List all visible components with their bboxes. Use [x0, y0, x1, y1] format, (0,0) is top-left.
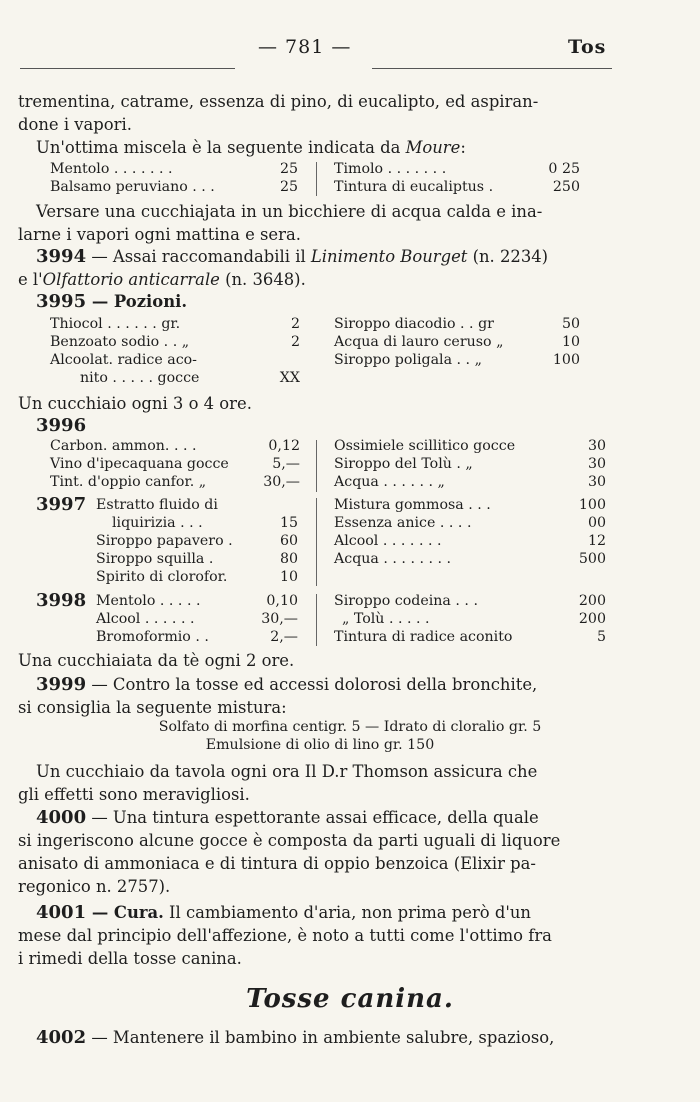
- ingredient-qty: 250: [552, 179, 580, 195]
- paragraph-3995-title: [18, 290, 614, 313]
- ingredient-qty: 12: [587, 533, 606, 549]
- text-run: — Contro la tosse ed accessi dolorosi della bronchite,: [86, 675, 538, 694]
- ingredient-name: Carbon. ammon. . . .: [50, 438, 197, 454]
- text-line: Un cucchiaio ogni 3 o 4 ore.: [18, 394, 252, 413]
- ingredient-name: Siroppo del Tolù . „: [334, 456, 473, 472]
- intro-line: done i vapori.: [18, 115, 132, 134]
- text-line: [18, 673, 614, 696]
- header-rule-left: [20, 68, 235, 69]
- formula-line: [0, 719, 700, 735]
- ingredient-name: Siroppo diacodio . . gr: [334, 316, 494, 332]
- text-line: Una cucchiaiata da tè ogni 2 ore.: [18, 651, 295, 670]
- ingredient-name: nito . . . . . gocce: [80, 370, 200, 386]
- text-line: larne i vapori ogni mattina e sera.: [18, 225, 301, 244]
- column-divider: [316, 498, 317, 586]
- text-line: i rimedi della tosse canina.: [18, 949, 242, 968]
- ingredient-qty: 15: [279, 515, 298, 531]
- ingredient-name: Mentolo . . . . .: [96, 593, 201, 609]
- paragraph-3994: [18, 245, 614, 291]
- ingredient-name: Timolo . . . . . . .: [334, 161, 447, 177]
- formula-text: Emulsione di olio di lino gr. 150: [205, 737, 435, 753]
- paragraph-number: 4000: [36, 807, 87, 828]
- ingredient-name: Siroppo squilla .: [96, 551, 214, 567]
- paragraph-3996-title: [18, 414, 614, 437]
- column-divider: [316, 440, 317, 492]
- paragraph-number: 4002: [36, 1027, 87, 1048]
- column-divider: [316, 594, 317, 646]
- ingredient-qty: 100: [578, 497, 606, 513]
- ingredient-qty: 30: [587, 474, 606, 490]
- text-run: Il cambiamento d'aria, non prima però d'un: [163, 903, 531, 922]
- ingredient-name: Acqua di lauro ceruso „: [334, 334, 504, 350]
- ingredient-name: Siroppo poligala . . „: [334, 352, 482, 368]
- page-number: — 781 —: [258, 36, 352, 58]
- intro-line: trementina, catrame, essenza di pino, di eucalipto, ed aspiran-: [18, 92, 539, 111]
- ingredient-qty: 30,—: [263, 474, 300, 490]
- paragraph-number: 3995: [36, 291, 87, 312]
- ingredient-qty: 30: [587, 438, 606, 454]
- text-line: [18, 414, 614, 437]
- ingredient-qty: 200: [578, 611, 606, 627]
- ingredient-name: Bromoformio . .: [96, 629, 209, 645]
- paragraph-number: 3998: [36, 590, 87, 611]
- ingredient-name: Tintura di eucaliptus .: [334, 179, 494, 195]
- text-line: si ingeriscono alcune gocce è composta da parti uguali di liquore: [18, 831, 561, 850]
- text-run: — Assai raccomandabili il: [86, 247, 311, 266]
- ingredient-qty: 10: [279, 569, 298, 585]
- ingredient-name: liquirizia . . .: [112, 515, 203, 531]
- paragraph-number: 3994: [36, 246, 87, 267]
- ingredient-name: Benzoato sodio . . „: [50, 334, 190, 350]
- ingredient-name: Acqua . . . . . . „: [334, 474, 445, 490]
- intro-paragraph: [18, 90, 614, 159]
- text-line: [18, 806, 614, 829]
- paragraph-3999-cont: [18, 760, 614, 806]
- intro-line: [18, 136, 614, 159]
- ingredient-qty: 30,—: [261, 611, 298, 627]
- ingredient-qty: 5,—: [272, 456, 300, 472]
- ingredient-qty: 60: [279, 533, 298, 549]
- text-line: Versare una cucchiajata in un bicchiere di acqua calda e ina-: [36, 202, 543, 221]
- paragraph-4000: [18, 806, 614, 898]
- ingredient-name: Thiocol . . . . . . gr.: [50, 316, 181, 332]
- ingredient-qty: 2,—: [270, 629, 298, 645]
- ingredient-qty: 2: [290, 334, 300, 350]
- text-run: — Mantenere il bambino in ambiente salubre, spazioso,: [86, 1028, 555, 1047]
- ingredient-name: Acqua . . . . . . . .: [334, 551, 452, 567]
- ingredient-qty: XX: [279, 370, 300, 386]
- text-run: :: [460, 138, 466, 157]
- text-run: Olfattorio anticarrale: [42, 270, 220, 289]
- ingredient-qty: 500: [578, 551, 606, 567]
- ingredient-name: Balsamo peruviano . . .: [50, 179, 215, 195]
- text-line: mese dal principio dell'affezione, è noto a tutti come l'ottimo fra: [18, 926, 552, 945]
- versare-paragraph: [18, 200, 614, 246]
- text-run: Linimento Bourget: [310, 247, 468, 266]
- ingredient-name: Siroppo codeina . . .: [334, 593, 478, 609]
- paragraph-number: 3996: [36, 415, 87, 436]
- text-line: [18, 245, 614, 268]
- section-title: Tosse canina.: [246, 984, 454, 1014]
- text-run: (n. 3648).: [219, 270, 306, 289]
- text-line: [18, 268, 614, 291]
- ingredient-qty: 100: [552, 352, 580, 368]
- text-line: Un cucchiaio da tavola ogni ora Il D.r Thomson assicura che: [36, 762, 538, 781]
- ingredient-qty: 80: [279, 551, 298, 567]
- ingredient-qty: 0,10: [266, 593, 298, 609]
- ingredient-name: Essenza anice . . . .: [334, 515, 472, 531]
- ingredient-qty: 30: [587, 456, 606, 472]
- ingredient-qty: 10: [561, 334, 580, 350]
- ingredient-qty: 50: [561, 316, 580, 332]
- column-divider: [316, 162, 317, 196]
- ingredient-name: Alcool . . . . . .: [96, 611, 195, 627]
- ingredient-name: Alcoolat. radice aco-: [50, 352, 197, 368]
- paragraph-4002: [18, 1026, 614, 1049]
- ingredient-qty: 5: [596, 629, 606, 645]
- ingredient-name: Alcool . . . . . . .: [334, 533, 442, 549]
- text-line: si consiglia la seguente mistura:: [18, 698, 287, 717]
- dose-note: [18, 392, 614, 415]
- paragraph-number: 3997: [36, 494, 87, 515]
- section-heading: — Cura.: [86, 903, 164, 922]
- paragraph-number: 4001: [36, 902, 87, 923]
- section-heading: — Pozioni.: [86, 292, 188, 311]
- ingredient-name: Tintura di radice aconito: [334, 629, 513, 645]
- ingredient-name: Estratto fluido di: [96, 497, 218, 513]
- text-run: — Una tintura espettorante assai efficace, della quale: [86, 808, 539, 827]
- ingredient-qty: 0,12: [268, 438, 300, 454]
- text-line: [18, 290, 614, 313]
- ingredient-qty: 25: [279, 179, 298, 195]
- text-line: anisato di ammoniaca e di tintura di oppio benzoica (Elixir pa-: [18, 854, 536, 873]
- formula-line: [0, 737, 640, 753]
- text-line: [18, 1026, 614, 1049]
- ingredient-name: Siroppo papavero .: [96, 533, 233, 549]
- text-line: gli effetti sono meravigliosi.: [18, 785, 250, 804]
- ingredient-qty: 2: [290, 316, 300, 332]
- text-run: Un'ottima miscela è la seguente indicata da: [36, 138, 406, 157]
- paragraph-4001: [18, 901, 614, 970]
- ingredient-qty: 25: [279, 161, 298, 177]
- text-line: regonico n. 2757).: [18, 877, 171, 896]
- text-line: [18, 901, 614, 924]
- text-run: e l': [18, 270, 43, 289]
- ingredient-name: Vino d'ipecaquana gocce: [50, 456, 229, 472]
- formula-text: Solfato di morfina centigr. 5 — Idrato di cloralio gr. 5: [158, 719, 542, 735]
- ingredient-qty: 0 25: [548, 161, 580, 177]
- text-run: (n. 2234): [467, 247, 549, 266]
- dose-note: [18, 649, 614, 672]
- ingredient-name: Spirito di clorofor.: [96, 569, 228, 585]
- ingredient-name: Tint. d'oppio canfor. „: [50, 474, 207, 490]
- ingredient-qty: 00: [587, 515, 606, 531]
- running-header: Tos: [568, 36, 607, 58]
- paragraph-3999: [18, 673, 614, 719]
- header-rule-right: [372, 68, 612, 69]
- author-name: Moure: [405, 138, 461, 157]
- ingredient-qty: 200: [578, 593, 606, 609]
- paragraph-number: 3999: [36, 674, 87, 695]
- ingredient-name: Ossimiele scillitico gocce: [334, 438, 516, 454]
- ingredient-name: Mentolo . . . . . . .: [50, 161, 173, 177]
- ingredient-name: Mistura gommosa . . .: [334, 497, 491, 513]
- ingredient-name: „ Tolù . . . . .: [342, 611, 430, 627]
